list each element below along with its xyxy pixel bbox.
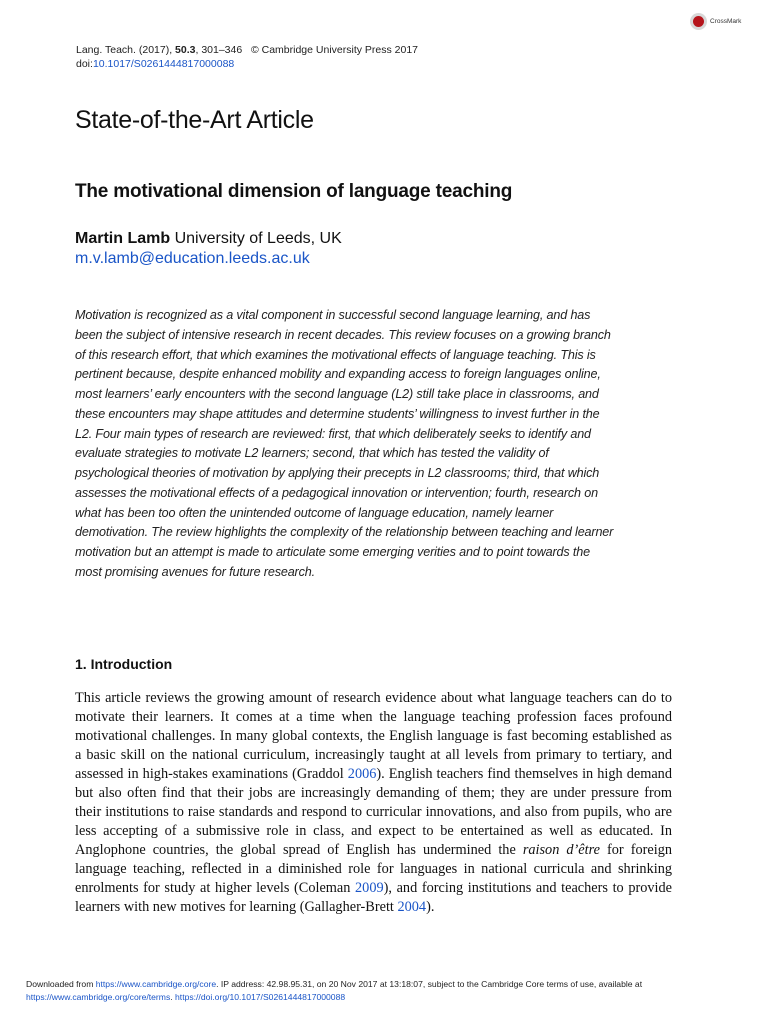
terms-link[interactable]: https://www.cambridge.org/core/terms	[26, 992, 171, 1002]
abstract: Motivation is recognized as a vital component in successful second language learning, and has been the subject of intensive research in recent decades. This review focuses on a growing branch of this research effort, that which examines the motivational effects of language teaching. This is pertinent because, despite enhanced mobility and expanding access to foreign languages online, most learners’ early encounters with the second language (L2) still take place in classrooms, and these encounters may shape attitudes and determine students’ willingness to invest further in the L2. Four main types of research are reviewed: first, that which deliberately seeks to identify and evaluate strategies to motivate L2 learners; second, that which has tested the validity of psychological theories of motivation by applying their precepts in L2 classrooms; third, that which assesses the motivational effects of a pedagogical innovation or intervention; fourth, research on what has been too often the unintended outcome of language education, namely learner demotivation. The review highlights the complexity of the relationship between teaching and learner motivation but an attempt is made to articulate some emerging verities and to point towards the most promising avenues for future research.	[75, 308, 614, 579]
crossmark-button[interactable]	[690, 11, 756, 31]
copyright: © Cambridge University Press 2017	[250, 44, 419, 56]
citation-link[interactable]: 2009	[355, 880, 384, 896]
doi-link[interactable]: 10.1017/S0261444817000088	[92, 58, 235, 70]
section-heading: 1. Introduction	[75, 656, 173, 672]
author-email[interactable]: m.v.lamb@education.leeds.ac.uk	[75, 250, 310, 267]
italic-phrase: raison d’être	[522, 842, 600, 858]
citation-link[interactable]: 2006	[347, 766, 377, 782]
author-name: Martin Lamb	[75, 230, 171, 247]
body-paragraph: This article reviews the growing amount of research evidence about what language teachers can do to motivate their learners. It comes at a time when the language teaching profession faces profound motivational challenges. In many global contexts, the English language is fast becoming established as a basic skill on the national curriculum, increasingly taught at all levels from primary to tertiary, and assessed in high-stakes examinations (Graddol 2006). English teachers find themselves in high demand but also often find that their jobs are increasingly demanding of them; they are under pressure from their institutions to raise standards and respond to curricular innovations, and also from pupils, who are less accepting of a submissive role in class, and expect to be entertained as well as educated. In Anglophone countries, the global spread of English has undermined the raison d’être for foreign language teaching, reflected in a diminished role for languages in national curricula and shrinking enrolments for study at higher levels (Coleman 2009), and forcing institutions and teachers to provide learners with new motives for learning (Gallagher-Brett 2004).	[75, 690, 673, 915]
doi-footer-link[interactable]: https://doi.org/10.1017/S0261444817000088	[175, 992, 346, 1002]
citation-link[interactable]: 2004	[397, 899, 427, 915]
author-affiliation: University of Leeds, UK	[174, 230, 342, 247]
core-link[interactable]: https://www.cambridge.org/core	[95, 979, 217, 989]
article-title: The motivational dimension of language teaching	[75, 181, 513, 202]
download-footer: Downloaded from https://www.cambridge.org/core. IP address: 42.98.95.31, on 20 Nov 2017 at 13:18:07, subject to the Cambridge Core terms of use, available at https://www.cambridge.org/core/terms. https://doi.org/10.1017/S0261444817000088	[26, 979, 643, 1002]
doi-line: doi:10.1017/S0261444817000088	[76, 58, 235, 70]
volume-issue: 50.3	[175, 44, 196, 56]
crossmark-icon	[690, 13, 707, 30]
journal-header	[76, 43, 418, 71]
crossmark-label: CrossMark	[710, 17, 742, 25]
citation-line: Lang. Teach. (2017), 50.3, 301–346 © Cambridge University Press 2017	[76, 44, 419, 56]
article-type: State-of-the-Art Article	[75, 106, 314, 134]
author-line	[75, 230, 342, 248]
